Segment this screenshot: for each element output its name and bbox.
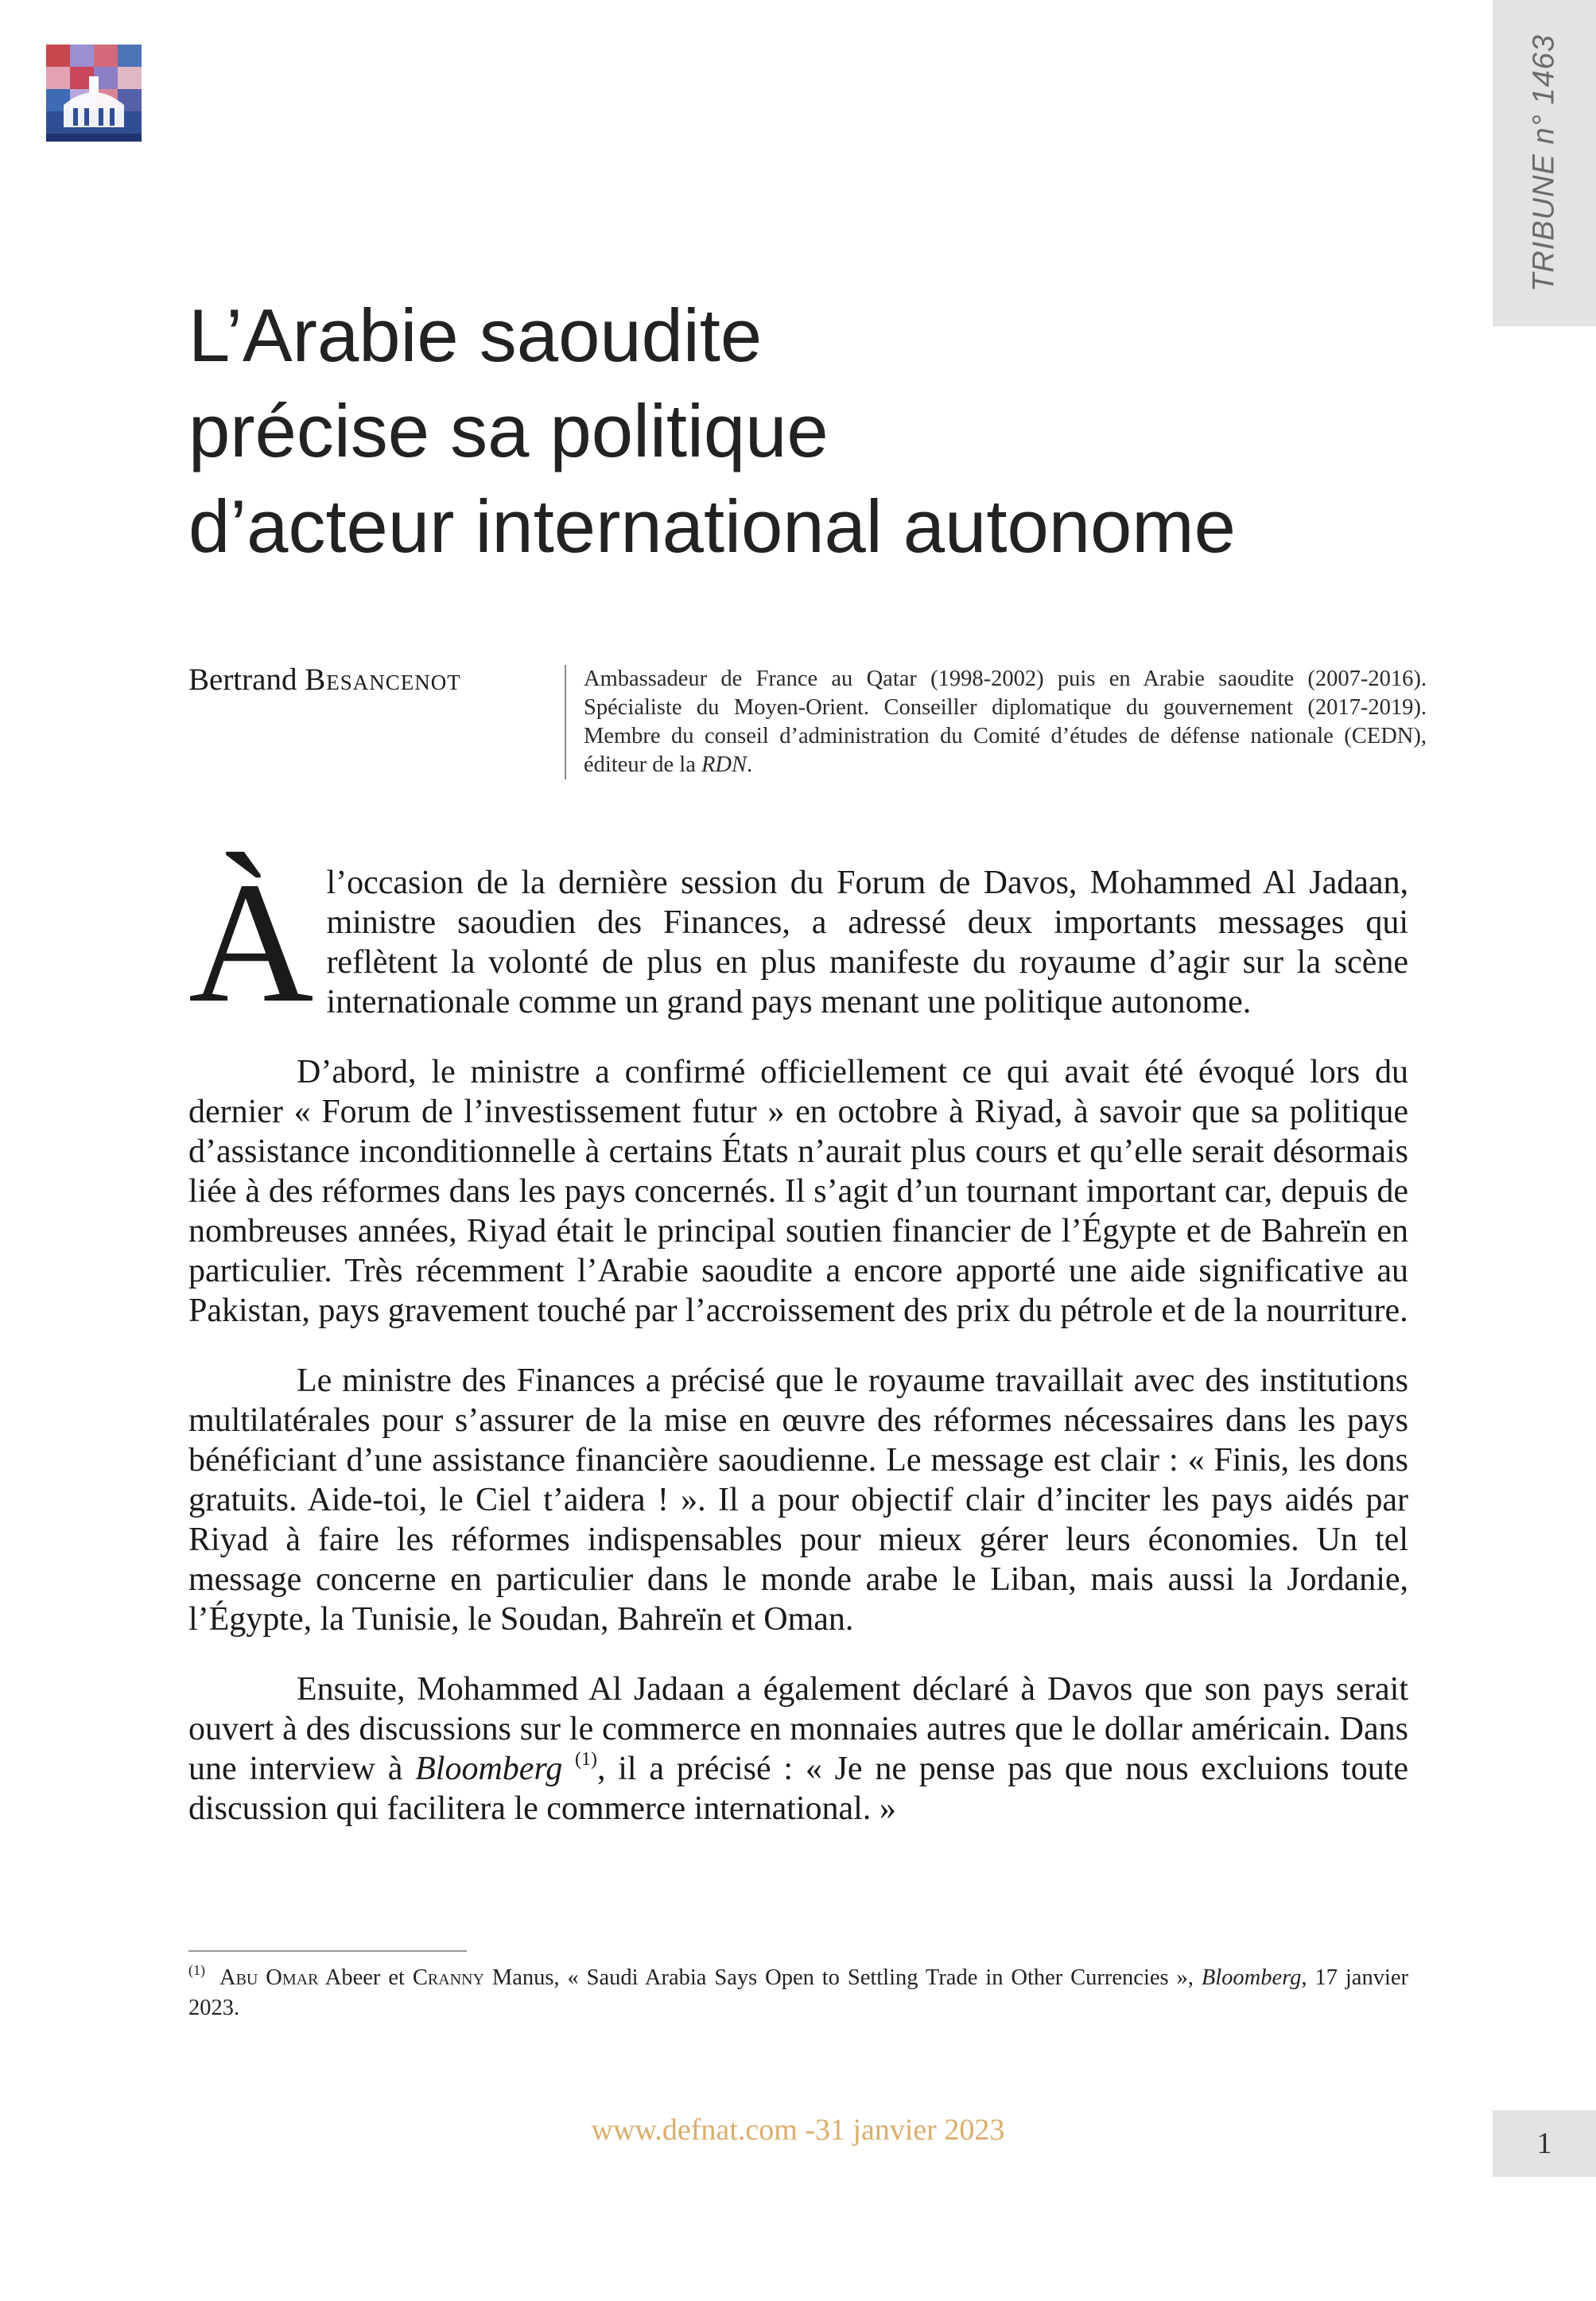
author-name bbox=[188, 662, 461, 698]
footnote-ref-1[interactable]: (1) bbox=[575, 1749, 597, 1770]
footnote-author-2: Cranny bbox=[412, 1965, 484, 1990]
paragraph-2: D’abord, le ministre a confirmé officiellement ce qui avait été évoqué lors du dernier « Forum de l’investissement futur » en octobre à Riyad, à savoir que sa politique d’assistance inconditionnelle à certains États n’aurait plus cours et qu’elle serait désormais liée à des réformes dans les pays concernés. Il s’agit d’un tournant important car, depuis de nombreuses années, Riyad était le principal soutien financier de l’Égypte et de Bahreïn en particulier. Très récemment l’Arabie saoudite a encore apporté une aide significative au Pakistan, pays gravement touché par l’accroissement des prix du pétrole et de la nourriture. bbox=[188, 1054, 1408, 1329]
paragraph-1 bbox=[188, 847, 1408, 1039]
author-bio-text: Ambassadeur de France au Qatar (1998-2002) puis en Arabie saoudite (2007-2016). Spécialiste du Moyen-Orient. Conseiller diplomatique du gouvernement (2017-2019). Membre du conseil d’administration du Comité d’études de défense nationale (CEDN), éditeur de la bbox=[584, 667, 1427, 777]
tribune-number-label: TRIBUNE n° 1463 bbox=[1527, 34, 1561, 292]
footnote-title: Manus, « Saudi Arabia Says Open to Settling Trade in Other Currencies », bbox=[483, 1965, 1202, 1990]
footnote-author-1-first: Abeer et bbox=[318, 1965, 413, 1990]
author-first-name: Bertrand bbox=[188, 663, 297, 697]
title-line-3: d’acteur international autonome bbox=[188, 484, 1236, 568]
footnote-source: Bloomberg bbox=[1201, 1965, 1302, 1990]
footnote-author-1: Abu Omar bbox=[219, 1965, 319, 1990]
paragraph-4-text-b: , il a précisé : « Je ne pense pas que nous excluions toute discussion qui facilitera le commerce international. » bbox=[188, 1751, 1409, 1827]
author-bio-end: . bbox=[746, 752, 753, 777]
author-last-name: Besancenot bbox=[305, 663, 461, 697]
paragraph-4 bbox=[188, 1669, 1408, 1829]
ccdn-logo bbox=[46, 45, 142, 142]
author-bio bbox=[565, 665, 1427, 779]
paragraph-3: Le ministre des Finances a précisé que le royaume travaillait avec des institutions multilatérales pour s’assurer de la mise en œuvre des réformes nécessaires dans les pays bénéficiant d’une assistance financière saoudienne. Le message est clair : « Finis, les dons gratuits. Aide-toi, le Ciel t’aidera ! ». Il a pour objectif clair d’inciter les pays aidés par Riyad à faire les réformes indispensables pour mieux gérer leurs économies. Un tel message concerne en particulier dans le monde arabe le Liban, mais aussi la Jordanie, l’Égypte, la Tunisie, le Soudan, Bahreïn et Oman. bbox=[188, 1362, 1408, 1638]
author-bio-journal: RDN bbox=[701, 752, 747, 777]
tribune-number-tab bbox=[1493, 0, 1596, 326]
bloomberg-source: Bloomberg bbox=[415, 1751, 563, 1787]
article-title bbox=[188, 288, 1381, 574]
footnote-mark: (1) bbox=[188, 1962, 205, 1978]
paragraph-1-text: l’occasion de la dernière session du Forum de Davos, Mohammed Al Jadaan, ministre saoudien des Finances, a adressé deux importants messages qui reflètent la volonté de plus en plus manifeste du royaume d’agir sur la scène internationale comme un grand pays menant une politique autonome. bbox=[326, 865, 1408, 1020]
title-line-2: précise sa politique bbox=[188, 389, 829, 472]
article-body bbox=[188, 847, 1409, 1859]
paragraph-4-text-a: Ensuite, Mohammed Al Jadaan a également déclaré à Davos que son pays serait ouvert à des discussions sur le commerce en monnaies autres que le dollar américain. Dans une interview à bbox=[188, 1671, 1408, 1787]
footnote-1 bbox=[188, 1963, 1408, 2023]
footnote-date: , 17 janvier 2023. bbox=[188, 1965, 1409, 2020]
drop-cap: À bbox=[188, 847, 314, 1039]
title-line-1: L’Arabie saoudite bbox=[188, 293, 763, 377]
footer-website-date[interactable]: www.defnat.com -31 janvier 2023 bbox=[591, 2113, 1005, 2147]
page-number: 1 bbox=[1493, 2110, 1596, 2177]
footnote-divider bbox=[188, 1950, 467, 1952]
